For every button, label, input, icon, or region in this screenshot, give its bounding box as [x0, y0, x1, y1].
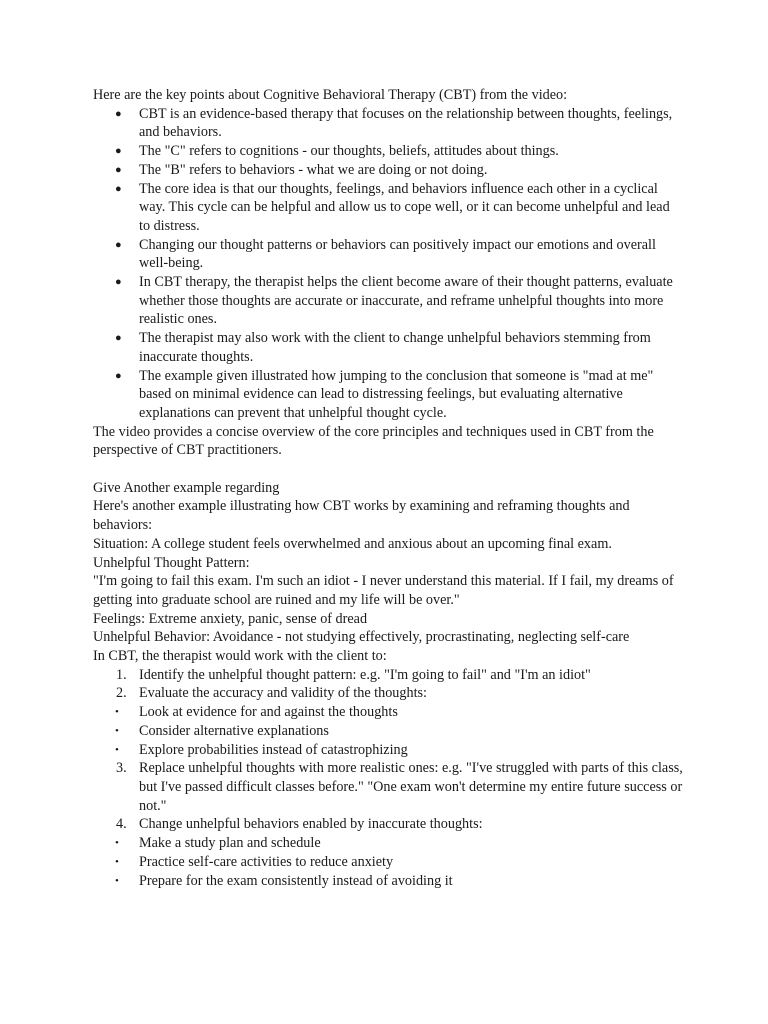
- therapist-intro: In CBT, the therapist would work with the client to:: [93, 648, 387, 665]
- list-item: [93, 815, 683, 834]
- list-item: [93, 273, 683, 329]
- list-item: [93, 872, 683, 891]
- list-item: [93, 834, 683, 853]
- list-item: [93, 105, 683, 142]
- list-item-text: CBT is an evidence-based therapy that focuses on the relationship between thoughts, feelings, and behaviors.: [139, 105, 673, 141]
- key-points-list: [93, 105, 683, 423]
- list-item: [93, 367, 683, 423]
- list-item: [93, 142, 683, 161]
- steps-list: [93, 666, 683, 890]
- list-item: [93, 853, 683, 872]
- situation-line: Situation: A college student feels overwhelmed and anxious about an upcoming final exam.: [93, 535, 612, 552]
- list-marker: 3.: [116, 760, 127, 777]
- list-item-text: Practice self-care activities to reduce anxiety: [139, 853, 394, 870]
- bullet-icon: ●: [115, 107, 122, 120]
- list-item-text: Identify the unhelpful thought pattern: e.g. "I'm going to fail" and "I'm an idiot": [139, 666, 591, 683]
- document-page: [93, 86, 683, 890]
- bullet-icon: ●: [115, 238, 122, 251]
- prompt-line: Give Another example regarding: [93, 479, 280, 496]
- list-item-text: Explore probabilities instead of catastrophizing: [139, 741, 408, 758]
- list-item-text: Change unhelpful behaviors enabled by inaccurate thoughts:: [139, 816, 483, 833]
- list-item-text: The therapist may also work with the client to change unhelpful behaviors stemming from inaccurate thoughts.: [139, 330, 651, 365]
- list-item-text: Evaluate the accuracy and validity of the thoughts:: [139, 685, 427, 702]
- list-item: [93, 666, 683, 685]
- list-item: [93, 329, 683, 366]
- list-item: [93, 741, 683, 760]
- list-item: [93, 236, 683, 273]
- list-item: [93, 703, 683, 722]
- list-item-text: Look at evidence for and against the thoughts: [139, 704, 398, 721]
- list-item: [93, 759, 683, 815]
- list-item-text: The "B" refers to behaviors - what we are doing or not doing.: [139, 161, 488, 178]
- list-item-text: The example given illustrated how jumping to the conclusion that someone is "mad at me" based on minimal evidence can lead to distressing feelings, but evaluating alternative explanations can prevent that unhelpful thought cycle.: [139, 367, 654, 421]
- list-marker: 4.: [116, 816, 127, 833]
- bullet-icon: ●: [115, 369, 122, 382]
- list-item-text: Make a study plan and schedule: [139, 835, 321, 852]
- bullet-icon: •: [115, 855, 119, 868]
- list-item-text: The core idea is that our thoughts, feelings, and behaviors influence each other in a cyclical way. This cycle can be helpful and allow us to cope well, or it can become unhelpful and lead to distress.: [139, 180, 670, 234]
- thought-pattern-label: Unhelpful Thought Pattern:: [93, 554, 250, 571]
- thought-pattern-quote: "I'm going to fail this exam. I'm such an idiot - I never understand this material. If I fail, my dreams of getting into graduate school are ruined and my life will be over.": [93, 573, 674, 608]
- list-item-text: Prepare for the exam consistently instead of avoiding it: [139, 872, 453, 889]
- bullet-icon: •: [115, 724, 119, 737]
- list-item-text: Replace unhelpful thoughts with more realistic ones: e.g. "I've struggled with parts of this class, but I've passed difficult classes before." "One exam won't determine my entire future success or not.": [139, 760, 683, 814]
- list-marker: 2.: [116, 685, 127, 702]
- bullet-icon: ●: [115, 332, 122, 345]
- bullet-icon: ●: [115, 182, 122, 195]
- bullet-icon: •: [115, 706, 119, 719]
- behavior-line: Unhelpful Behavior: Avoidance - not studying effectively, procrastinating, neglecting self-care: [93, 629, 630, 646]
- bullet-icon: •: [115, 837, 119, 850]
- list-item: [93, 684, 683, 703]
- list-item-text: Changing our thought patterns or behaviors can positively impact our emotions and overall well-being.: [139, 236, 656, 272]
- blank-line: [93, 460, 683, 479]
- feelings-line: Feelings: Extreme anxiety, panic, sense of dread: [93, 610, 368, 627]
- bullet-icon: ●: [115, 163, 122, 176]
- list-marker: 1.: [116, 666, 127, 683]
- bullet-icon: ●: [115, 276, 122, 289]
- intro-paragraph: Here are the key points about Cognitive Behavioral Therapy (CBT) from the video:: [93, 87, 568, 103]
- list-item-text: In CBT therapy, the therapist helps the client become aware of their thought patterns, evaluate whether those thoughts are accurate or inaccurate, and reframe unhelpful thoughts into more realistic ones.: [139, 274, 673, 328]
- list-item-text: The "C" refers to cognitions - our thoughts, beliefs, attitudes about things.: [139, 143, 559, 160]
- bullet-icon: •: [115, 874, 119, 887]
- bullet-icon: •: [115, 743, 119, 756]
- list-item: [93, 722, 683, 741]
- bullet-icon: ●: [115, 145, 122, 158]
- list-item-text: Consider alternative explanations: [139, 722, 329, 739]
- example-intro: Here's another example illustrating how CBT works by examining and reframing thoughts and behaviors:: [93, 498, 630, 534]
- list-item: [93, 180, 683, 236]
- list-item: [93, 161, 683, 180]
- summary-paragraph: The video provides a concise overview of the core principles and techniques used in CBT from the perspective of CBT practitioners.: [93, 423, 654, 459]
